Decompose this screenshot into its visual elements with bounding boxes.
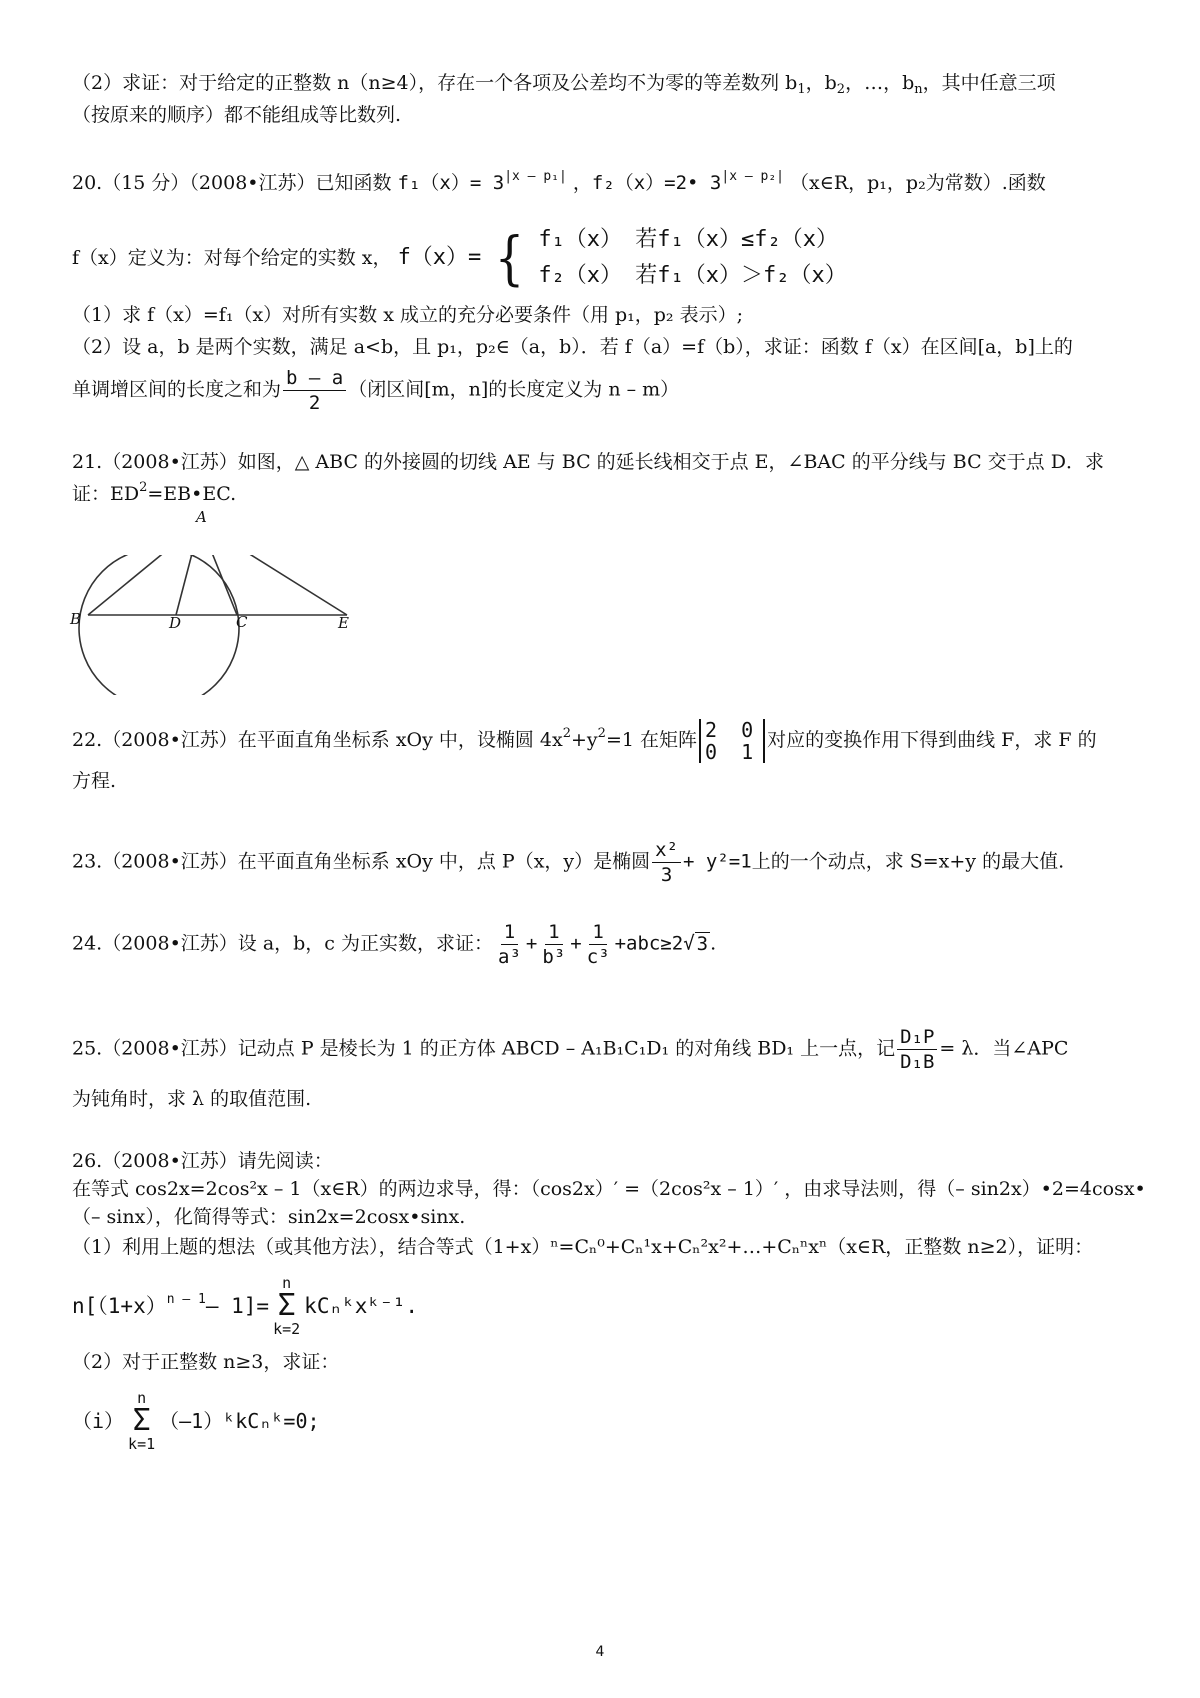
label-C: C	[236, 613, 248, 631]
sqrt-argument: 3	[696, 932, 709, 955]
q23-line: 23.（2008•江苏）在平面直角坐标系 xOy 中，点 P（x，y）是椭圆 $\frac{\text{x²}}{3}$ + y²=1上的一个动点，求 S=x+y 的最大值.	[72, 839, 1065, 886]
q19-part2-line1: （2）求证：对于给定的正整数 n（n≥4），存在一个各项及公差均不为零的等差数列 $b_1$，$b_2$，…，$b_n$，其中任意三项	[72, 72, 1056, 97]
q26-line4: （1）利用上题的想法（或其他方法），结合等式（1+x）ⁿ=Cₙ⁰+Cₙ¹x+Cₙ²x²+…+Cₙⁿxⁿ（x∈R，正整数 n≥2），证明：	[72, 1236, 1094, 1258]
q26-equation-2: （i） n Σ k=1 （–1）ᵏkCₙᵏ=0;	[72, 1389, 320, 1453]
q20-part2-line1: （2）设 a，b 是两个实数，满足 a<b，且 p₁，p₂∈（a，b）．若 f（a）=f（b），求证：函数 f（x）在区间[a，b]上的	[72, 336, 1073, 358]
label-D: D	[169, 614, 182, 632]
page-number: 4	[595, 1644, 605, 1660]
fraction-b-minus-a-over-2: $\frac{b - a}{2}$	[283, 366, 346, 415]
fraction-D1P-over-D1B: $\frac{\text{D₁P}}{\text{D₁B}}$	[897, 1025, 937, 1074]
q21-line1: 21.（2008•江苏）如图，△ ABC 的外接圆的切线 AE 与 BC 的延长线相交于点 E，∠BAC 的平分线与 BC 交于点 D．求	[72, 451, 1104, 473]
summation-k2-to-n: n Σ k=2	[273, 1274, 301, 1338]
summation-k1-to-n: n Σ k=1	[128, 1389, 156, 1453]
piecewise-cases	[538, 222, 846, 294]
q19-part2-line2: （按原来的顺序）都不能组成等比数列.	[72, 104, 402, 126]
tangent-AE	[200, 555, 347, 615]
label-A: A	[196, 508, 207, 526]
fraction-x2-over-3: $\frac{\text{x²}}{3}$	[652, 838, 681, 887]
q26-equation-1: $n[(1+x)^{n - 1}-$ 1]= n Σ k=2 kCₙᵏxᵏ⁻¹.	[72, 1274, 418, 1338]
geometry-figure-circle-tangent	[72, 555, 372, 695]
q22-line2: 方程.	[72, 770, 117, 792]
case-2: f₂（x） 若f₁（x）＞f₂（x）	[538, 263, 847, 288]
case-1: f₁（x） 若f₁（x）≤f₂（x）	[538, 227, 839, 252]
q20-piecewise-definition: f（x）定义为：对每个给定的实数 x， f（x）= { f₁（x） 若f₁（x）≤f₂（x） f₂（x） 若f₁（x）＞f₂（x）	[72, 224, 847, 292]
line-AC	[200, 555, 237, 615]
left-brace-icon: {	[495, 224, 525, 292]
q25-line1: 25.（2008•江苏）记动点 P 是棱长为 1 的正方体 ABCD – A₁B₁C₁D₁ 的对角线 BD₁ 上一点，记 $\frac{\text{D₁P}}{\text{D₁B}}$ = λ．当∠APC	[72, 1026, 1069, 1073]
q26-line3: （– sinx），化简得等式：sin2x=2cosx•sinx.	[72, 1206, 466, 1228]
q22-line1: 22.（2008•江苏）在平面直角坐标系 xOy 中，设椭圆 $4x^2+y^2=1$ 在矩阵 2 0 0 1 对应的变换作用下得到曲线 F，求 F 的	[72, 718, 1097, 764]
circumcircle	[79, 555, 239, 695]
bisector-AD	[176, 555, 200, 615]
matrix-2x2: 2 0 0 1	[699, 719, 765, 763]
q26-line2: 在等式 cos2x=2cos²x – 1（x∈R）的两边求导，得：（cos2x）′ =（2cos²x – 1）′ ，由求导法则，得（– sin2x）•2=4cosx•	[72, 1178, 1146, 1200]
q26-line1: 26.（2008•江苏）请先阅读：	[72, 1150, 333, 1172]
fraction-1-over-c3: $\frac{1}{\text{c³}}$	[586, 921, 610, 968]
q25-line2: 为钝角时，求 λ 的取值范围.	[72, 1088, 312, 1110]
fraction-1-over-a3: $\frac{1}{\text{a³}}$	[498, 921, 521, 968]
q20-part2-line2: 单调增区间的长度之和为 $\frac{b - a}{2}$ （闭区间[m，n]的长度定义为 n – m）	[72, 367, 680, 414]
q20-part1: （1）求 f（x）=f₁（x）对所有实数 x 成立的充分必要条件（用 p₁，p₂ 表示）;	[72, 304, 743, 326]
q21-line2: 证：$ED^2=EB•EC$.	[72, 480, 237, 505]
q26-line5: （2）对于正整数 n≥3，求证：	[72, 1351, 340, 1373]
label-E: E	[338, 614, 349, 632]
label-B: B	[70, 610, 82, 628]
q24-line: 24.（2008•江苏）设 a，b，c 为正实数，求证： $\frac{1}{\text{a³}}$ + $\frac{1}{\text{b³}}$ + $\frac{1}{\text{c³}}$ +abc≥2√ 3 .	[72, 921, 717, 968]
fraction-1-over-b3: $\frac{1}{\text{b³}}$	[542, 921, 566, 968]
q20-header: 20.（15 分）（2008•江苏）已知函数 $f_1(x)= 3^{|x - p_1|}$ ，f₂（x）=2• $3^{|x - p_2|}$ （x∈R，p₁，p₂为常数）.函数	[72, 169, 1046, 194]
